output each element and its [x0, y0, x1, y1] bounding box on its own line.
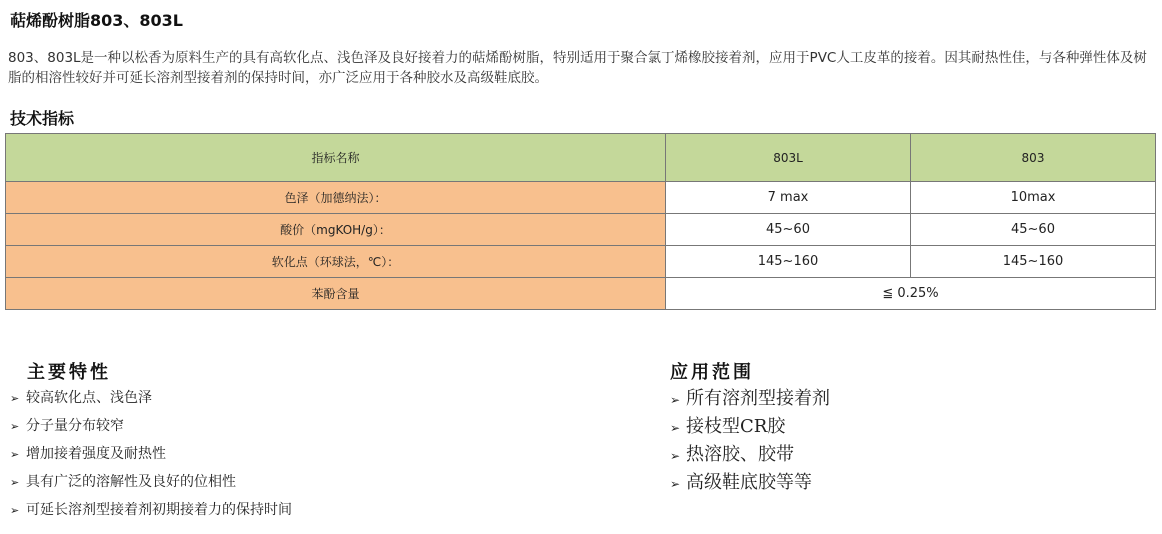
arrow-bullet-icon: ➢: [670, 393, 681, 407]
spec-table: [5, 133, 1156, 310]
spec-value-803l: 7 max: [666, 182, 911, 214]
feature-text: 增加接着强度及耐热性: [26, 446, 166, 462]
header-cell-name: 指标名称: [6, 134, 666, 182]
list-item: [670, 444, 830, 472]
spec-value-803: 10max: [911, 182, 1156, 214]
header-cell-803: 803: [911, 134, 1156, 182]
list-item: [10, 388, 292, 416]
spec-value-803l: 145~160: [666, 246, 911, 278]
list-item: [10, 472, 292, 500]
features-list: [10, 388, 292, 528]
application-text: 接枝型CR胶: [686, 416, 786, 437]
arrow-bullet-icon: ➢: [670, 477, 681, 491]
spec-row-softening-point: [6, 246, 1156, 278]
spec-label: 软化点（环球法，℃）：: [6, 246, 666, 278]
spec-value-phenol: ≦ 0.25%: [666, 278, 1156, 310]
product-title: 萜烯酚树脂803、803L: [10, 11, 183, 30]
spec-header-row: [6, 134, 1156, 182]
application-text: 所有溶剂型接着剂: [686, 388, 830, 409]
header-cell-803l: 803L: [666, 134, 911, 182]
arrow-bullet-icon: ➢: [10, 420, 20, 433]
features-heading: 主要特性: [27, 362, 111, 383]
list-item: [670, 388, 830, 416]
arrow-bullet-icon: ➢: [670, 449, 681, 463]
list-item: [10, 500, 292, 528]
spec-value-803: 145~160: [911, 246, 1156, 278]
spec-heading: 技术指标: [10, 109, 75, 128]
arrow-bullet-icon: ➢: [10, 392, 20, 405]
list-item: [670, 472, 830, 500]
feature-text: 可延长溶剂型接着剂初期接着力的保持时间: [26, 502, 292, 518]
applications-list: [670, 388, 830, 500]
arrow-bullet-icon: ➢: [10, 504, 20, 517]
arrow-bullet-icon: ➢: [10, 448, 20, 461]
list-item: [10, 444, 292, 472]
list-item: [10, 416, 292, 444]
spec-row-phenol: [6, 278, 1156, 310]
spec-value-803: 45~60: [911, 214, 1156, 246]
application-text: 高级鞋底胶等等: [686, 472, 812, 493]
spec-label: 色泽（加德纳法）：: [6, 182, 666, 214]
spec-label: 酸价（mgKOH/g）：: [6, 214, 666, 246]
arrow-bullet-icon: ➢: [10, 476, 20, 489]
spec-label: 苯酚含量: [6, 278, 666, 310]
feature-text: 较高软化点、浅色泽: [26, 390, 152, 406]
spec-row-acid-value: [6, 214, 1156, 246]
product-intro: 803、803L是一种以松香为原料生产的具有高软化点、浅色泽及良好接着力的萜烯酚树脂，特别适用于聚合氯丁烯橡胶接着剂，应用于PVC人工皮革的接着。因其耐热性佳，与各种弹性体及树脂的相溶性较好并可延长溶剂型接着剂的保持时间，亦广泛应用于各种胶水及高级鞋底胶。: [8, 50, 1147, 86]
arrow-bullet-icon: ➢: [670, 421, 681, 435]
list-item: [670, 416, 830, 444]
applications-heading: 应用范围: [670, 362, 754, 383]
spec-value-803l: 45~60: [666, 214, 911, 246]
feature-text: 具有广泛的溶解性及良好的位相性: [26, 474, 236, 490]
application-text: 热溶胶、胶带: [686, 444, 794, 465]
spec-row-color: [6, 182, 1156, 214]
feature-text: 分子量分布较窄: [26, 418, 124, 434]
